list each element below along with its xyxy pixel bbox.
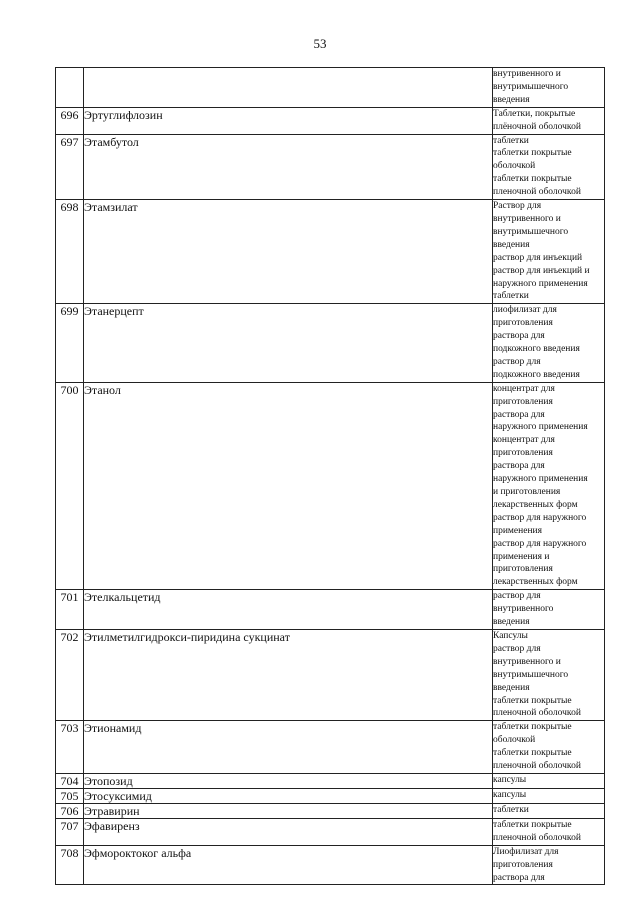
drug-table xyxy=(55,67,605,885)
drug-name: Этосуксимид xyxy=(84,788,493,803)
dosage-form-line: и приготовления xyxy=(493,487,561,497)
dosage-form-line: раствор для наружного xyxy=(493,512,587,523)
row-number: 707 xyxy=(56,818,84,845)
dosage-form-line: раствора для xyxy=(493,872,545,883)
dosage-form-line: внутримышечного xyxy=(493,669,569,680)
drug-name: Этанерцепт xyxy=(84,304,493,382)
dosage-form-line: пленочной оболочкой xyxy=(493,187,581,198)
dosage-form-line: лиофилизат для xyxy=(493,305,557,316)
drug-name: Этопозид xyxy=(84,773,493,788)
dosage-form-line: таблетки покрытые xyxy=(493,174,572,185)
row-number: 696 xyxy=(56,107,84,134)
dosage-form-line: концентрат для xyxy=(493,383,555,394)
table-row xyxy=(56,629,605,720)
drug-name: Этамбутол xyxy=(84,134,493,200)
row-number: 703 xyxy=(56,721,84,774)
row-number: 702 xyxy=(56,629,84,720)
drug-name: Этанол xyxy=(84,382,493,590)
dosage-form-line: приготовления xyxy=(493,396,553,407)
dosage-form-line: внутривенного xyxy=(493,604,554,615)
dosage-forms xyxy=(493,721,605,774)
drug-name: Эфмороктоког альфа xyxy=(84,845,493,885)
dosage-form-line: наружного применения xyxy=(493,474,588,485)
dosage-form-line: внутримышечного xyxy=(493,226,569,237)
dosage-form-line: раствор для xyxy=(493,643,541,654)
dosage-form-line: раствор для инъекций xyxy=(493,252,583,263)
dosage-form-line: внутримышечного xyxy=(493,81,569,92)
dosage-form-line: внутривенного и xyxy=(493,656,561,667)
dosage-form-line: оболочкой xyxy=(493,735,536,746)
dosage-form-line: таблетки xyxy=(493,291,529,302)
drug-name: Этамзилат xyxy=(84,200,493,304)
dosage-forms xyxy=(493,107,605,134)
table-row xyxy=(56,68,605,108)
drug-name xyxy=(84,68,493,108)
table-row xyxy=(56,773,605,788)
dosage-form-line: введения xyxy=(493,682,530,693)
dosage-form-line: раствор для xyxy=(493,591,541,602)
dosage-form-line: лекарственных форм xyxy=(493,499,578,510)
table-row xyxy=(56,382,605,590)
dosage-form-line: таблетки xyxy=(493,135,529,146)
dosage-form-line: Раствор для xyxy=(493,201,542,212)
dosage-form-line: приготовления xyxy=(493,318,553,329)
dosage-forms xyxy=(493,590,605,630)
dosage-form-line: внутривенного и xyxy=(493,213,561,224)
dosage-form-line: введения xyxy=(493,94,530,105)
table-row xyxy=(56,788,605,803)
drug-name: Этелкальцетид xyxy=(84,590,493,630)
dosage-form-line: подкожного введения xyxy=(493,344,580,355)
dosage-form-line: введения xyxy=(493,239,530,250)
dosage-forms xyxy=(493,68,605,108)
dosage-forms xyxy=(493,773,605,788)
dosage-form-line: пленочной оболочкой xyxy=(493,708,581,719)
dosage-form-line: раствор для инъекций и xyxy=(493,265,590,276)
dosage-forms xyxy=(493,304,605,382)
drug-table-body xyxy=(56,68,605,885)
row-number: 708 xyxy=(56,845,84,885)
dosage-forms xyxy=(493,200,605,304)
dosage-forms xyxy=(493,788,605,803)
table-row xyxy=(56,200,605,304)
drug-name: Этионамид xyxy=(84,721,493,774)
dosage-form-line: раствора для xyxy=(493,461,545,472)
dosage-form-line: таблетки покрытые xyxy=(493,722,572,733)
table-row xyxy=(56,134,605,200)
row-number: 704 xyxy=(56,773,84,788)
dosage-form-line: оболочкой xyxy=(493,161,536,172)
dosage-form-line: приготовления xyxy=(493,564,553,575)
dosage-form-line: таблетки покрытые xyxy=(493,695,572,706)
dosage-form-line: наружного применения xyxy=(493,422,588,433)
dosage-form-line: капсулы xyxy=(493,774,527,785)
page-number: 53 xyxy=(313,36,327,51)
dosage-form-line: раствора для xyxy=(493,409,545,420)
row-number: 701 xyxy=(56,590,84,630)
dosage-form-line: применения xyxy=(493,525,542,536)
table-row xyxy=(56,803,605,818)
dosage-form-line: Капсулы xyxy=(493,630,528,641)
dosage-form-line: таблетки покрытые xyxy=(493,748,572,759)
dosage-forms xyxy=(493,818,605,845)
row-number: 697 xyxy=(56,134,84,200)
table-row xyxy=(56,818,605,845)
dosage-form-line: таблетки покрытые xyxy=(493,819,572,830)
row-number: 698 xyxy=(56,200,84,304)
dosage-form-line: пленочной оболочкой xyxy=(493,832,581,843)
dosage-form-line: введения xyxy=(493,617,530,628)
dosage-form-line: приготовления xyxy=(493,859,553,870)
dosage-form-line: капсулы xyxy=(493,789,527,800)
drug-name: Эртуглифлозин xyxy=(84,107,493,134)
drug-name: Этилметилгидрокси-пиридина сукцинат xyxy=(84,629,493,720)
dosage-form-line: плёночной оболочкой xyxy=(493,121,581,132)
dosage-form-line: концентрат для xyxy=(493,435,555,446)
dosage-form-line: таблетки xyxy=(493,804,529,815)
row-number: 700 xyxy=(56,382,84,590)
row-number: 706 xyxy=(56,803,84,818)
dosage-form-line: внутривенного и xyxy=(493,69,561,79)
table-row xyxy=(56,304,605,382)
dosage-form-line: раствор для наружного xyxy=(493,538,587,549)
table-row xyxy=(56,107,605,134)
row-number: 699 xyxy=(56,304,84,382)
dosage-forms xyxy=(493,629,605,720)
drug-name: Этравирин xyxy=(84,803,493,818)
dosage-form-line: приготовления xyxy=(493,448,553,459)
dosage-forms xyxy=(493,382,605,590)
dosage-form-line: раствора для xyxy=(493,331,545,342)
dosage-form-line: подкожного введения xyxy=(493,369,580,380)
dosage-form-line: Лиофилизат для xyxy=(493,846,559,857)
table-row xyxy=(56,590,605,630)
dosage-form-line: таблетки покрытые xyxy=(493,148,572,159)
dosage-form-line: наружного применения xyxy=(493,278,588,289)
dosage-forms xyxy=(493,134,605,200)
dosage-forms xyxy=(493,803,605,818)
row-number xyxy=(56,68,84,108)
dosage-form-line: лекарственных форм xyxy=(493,577,578,588)
row-number: 705 xyxy=(56,788,84,803)
dosage-forms xyxy=(493,845,605,885)
drug-name: Эфавиренз xyxy=(84,818,493,845)
dosage-form-line: применения и xyxy=(493,551,550,562)
table-row xyxy=(56,721,605,774)
dosage-form-line: раствор для xyxy=(493,356,541,367)
table-row xyxy=(56,845,605,885)
dosage-form-line: пленочной оболочкой xyxy=(493,761,581,772)
dosage-form-line: Таблетки, покрытые xyxy=(493,108,576,119)
